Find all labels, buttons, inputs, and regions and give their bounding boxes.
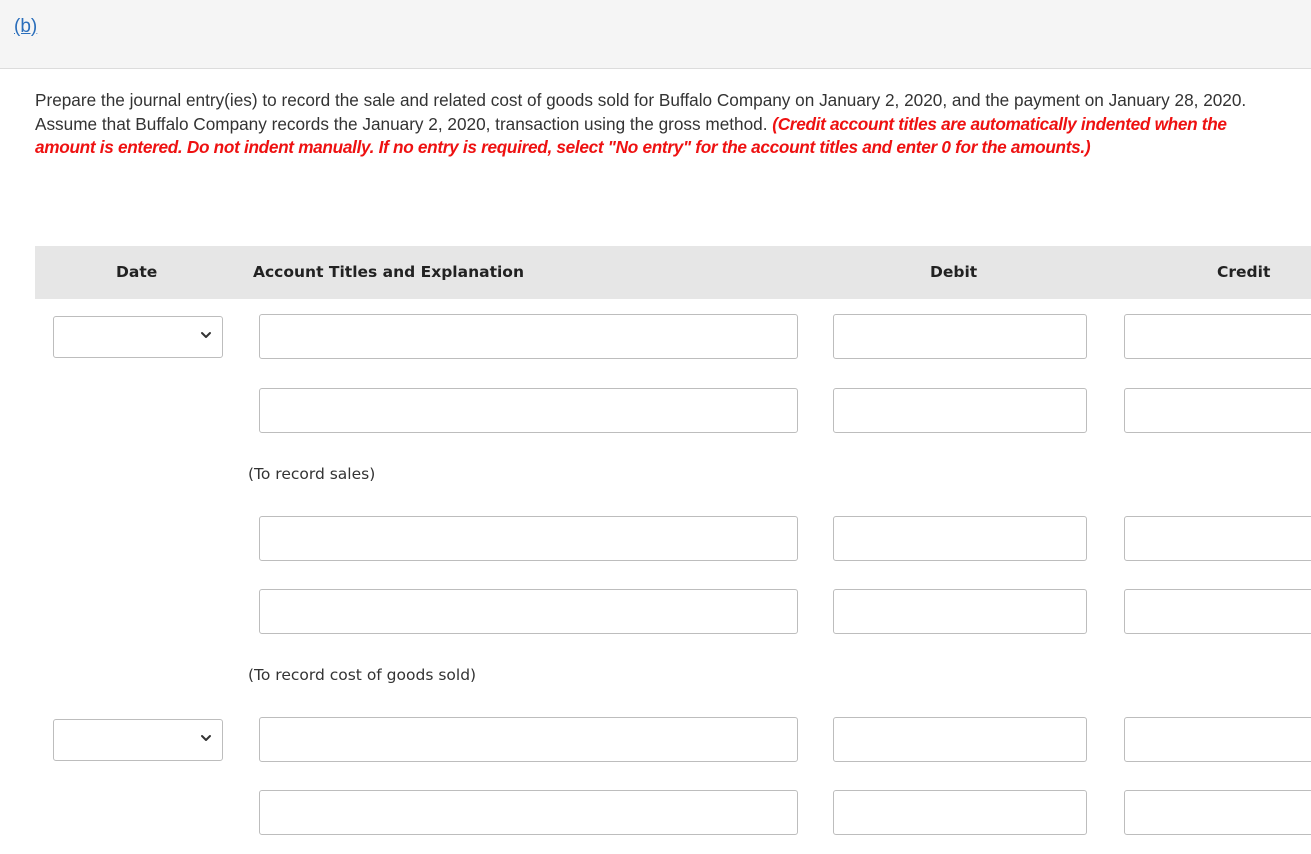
memo-to-record-cogs: (To record cost of goods sold) [248, 666, 477, 684]
debit-input[interactable] [833, 790, 1087, 835]
debit-input[interactable] [833, 314, 1087, 359]
debit-input[interactable] [833, 717, 1087, 762]
part-b-link[interactable]: (b) [14, 16, 38, 37]
chevron-down-icon [200, 329, 212, 341]
debit-input[interactable] [833, 589, 1087, 634]
instructions-note: (Credit account titles are automatically indented when the amount is entered. Do not indent manually. If no entry is required, select "No entry" for the account titles and enter 0 for the amounts.) [35, 113, 1227, 157]
credit-input[interactable] [1124, 314, 1311, 359]
debit-input[interactable] [833, 388, 1087, 433]
account-title-input[interactable] [259, 388, 798, 433]
instructions-text: Prepare the journal entry(ies) to record the sale and related cost of goods sold for Buffalo Company on January 2, 2020, and the payment on January 28, 2020. Assume that Buffalo Company records the January 2, 2020, transaction using the gross method. [35, 90, 1247, 134]
journal-table-header [35, 246, 1311, 299]
debit-input[interactable] [833, 516, 1087, 561]
account-title-input[interactable] [259, 717, 798, 762]
account-title-input[interactable] [259, 589, 798, 634]
date-select[interactable] [53, 316, 223, 358]
account-title-input[interactable] [259, 516, 798, 561]
part-header-bar [0, 0, 1311, 69]
memo-to-record-sales: (To record sales) [248, 465, 376, 483]
header-account-titles: Account Titles and Explanation [253, 263, 524, 281]
header-debit: Debit [930, 263, 978, 281]
instructions [35, 89, 1285, 160]
header-date: Date [116, 263, 158, 281]
account-title-input[interactable] [259, 314, 798, 359]
account-title-input[interactable] [259, 790, 798, 835]
date-select[interactable] [53, 719, 223, 761]
header-credit: Credit [1217, 263, 1271, 281]
credit-input[interactable] [1124, 790, 1311, 835]
credit-input[interactable] [1124, 717, 1311, 762]
chevron-down-icon [200, 732, 212, 744]
credit-input[interactable] [1124, 589, 1311, 634]
credit-input[interactable] [1124, 516, 1311, 561]
credit-input[interactable] [1124, 388, 1311, 433]
